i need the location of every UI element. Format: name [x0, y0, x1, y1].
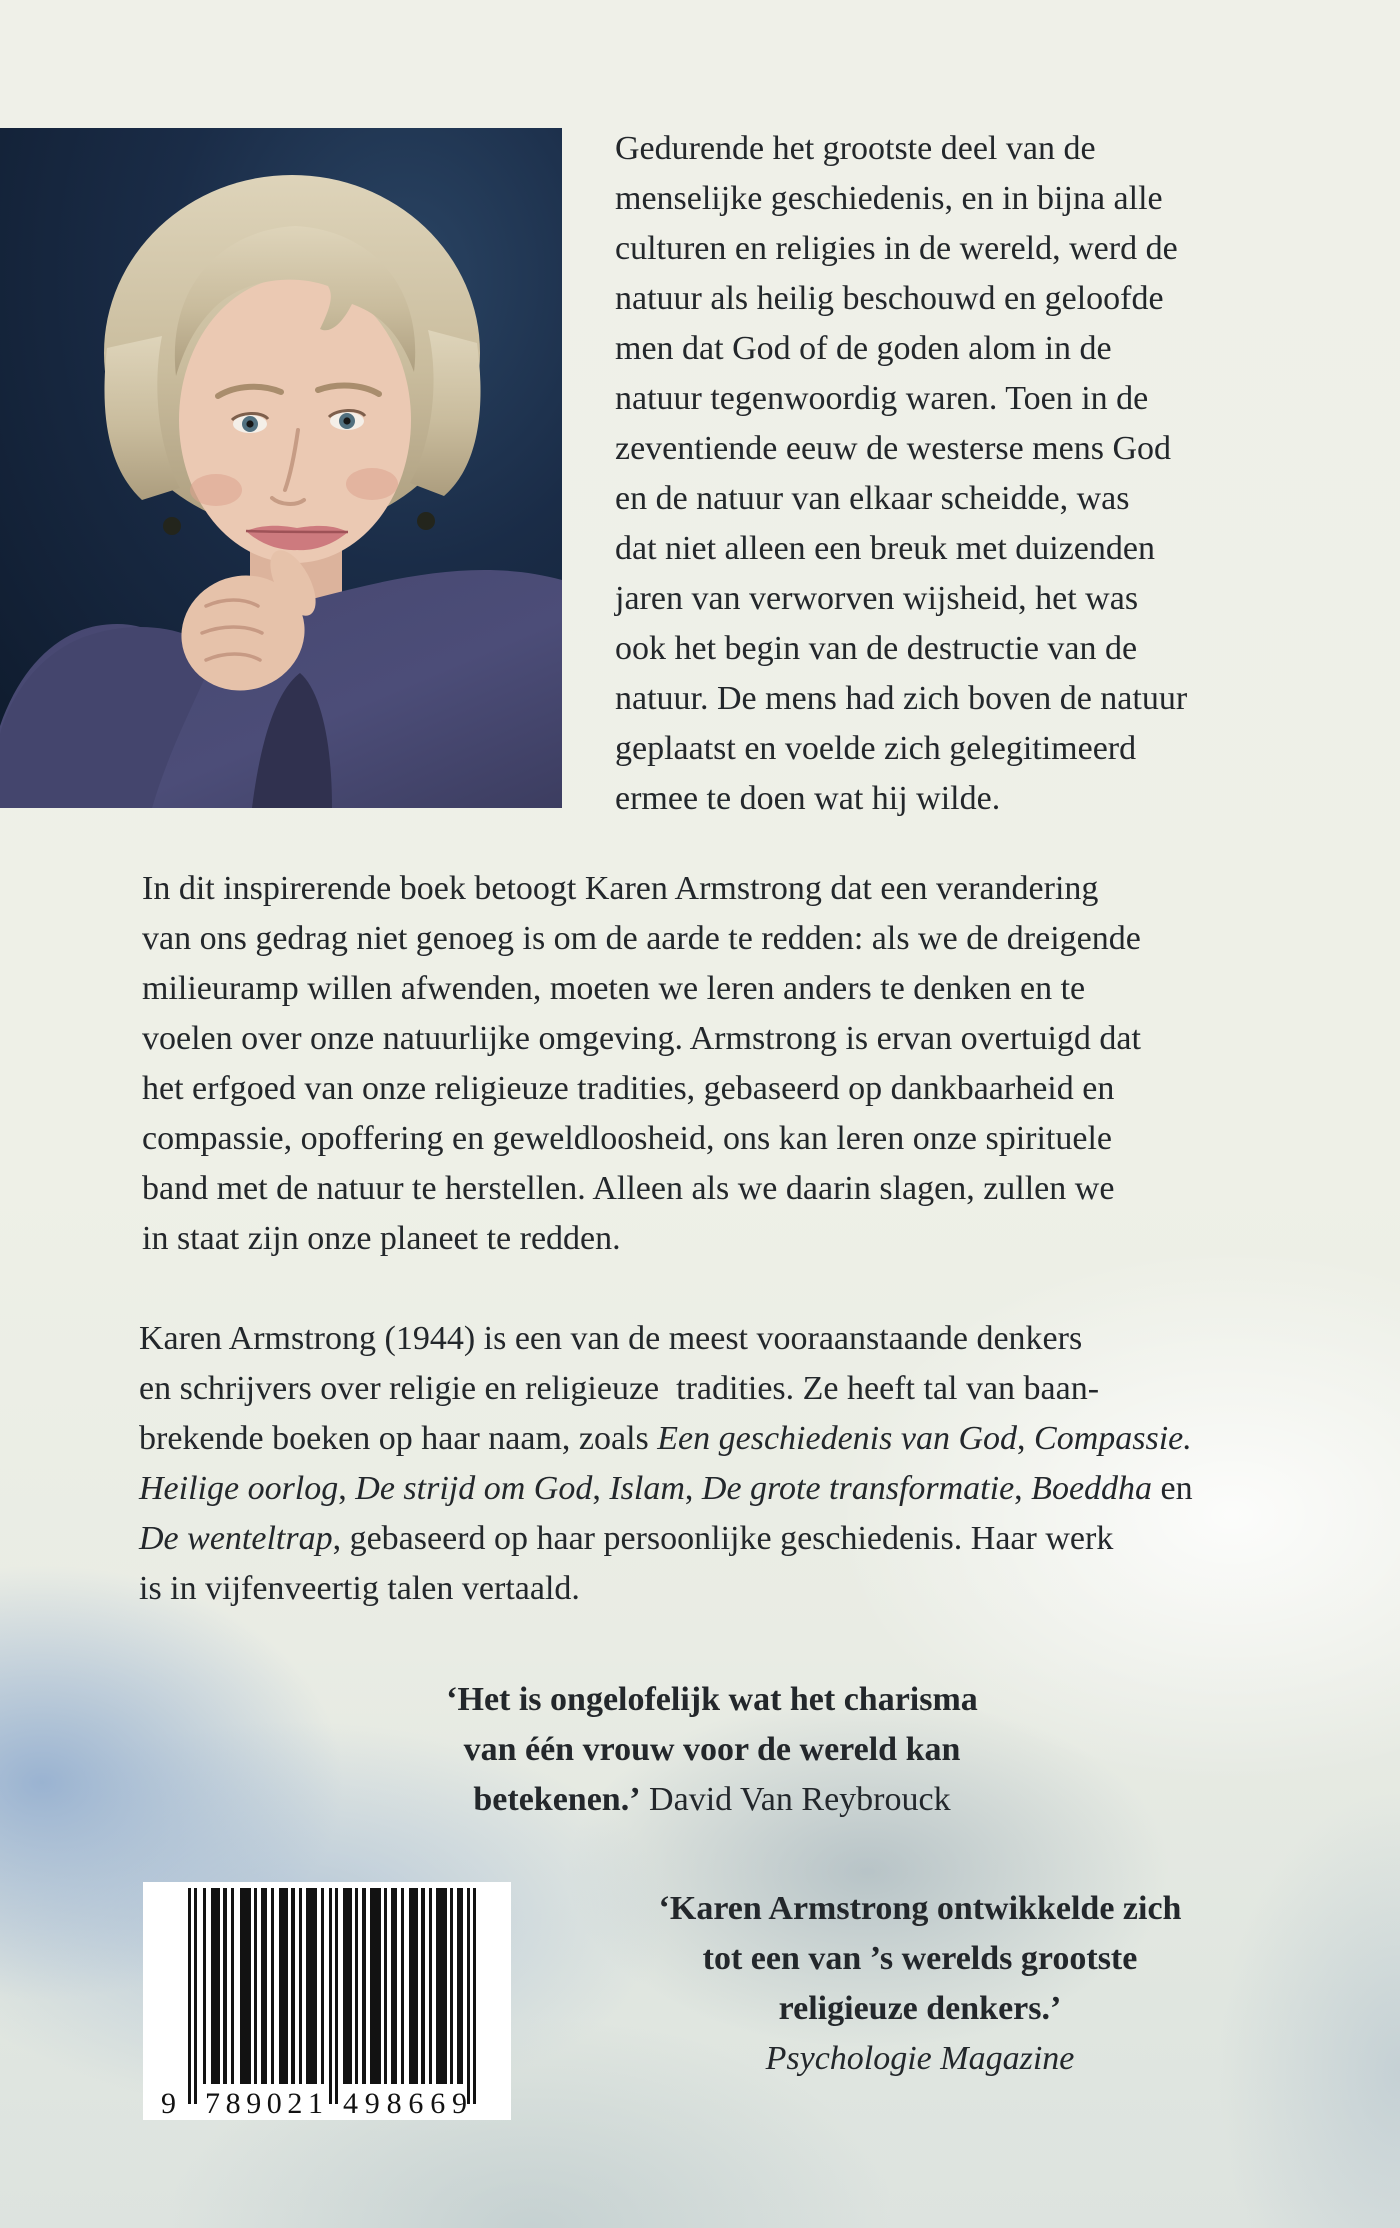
- isbn-digit-left: 9: [161, 2087, 176, 2120]
- book-description-paragraph: [142, 864, 1282, 1264]
- isbn-digits-group-2: 498669: [343, 2087, 467, 2120]
- text-line: brekende boeken op haar naam, zoals Een geschiedenis van God, Compassie.: [139, 1420, 1192, 1457]
- isbn-digits-group-1: 789021: [205, 2087, 323, 2120]
- text-line: dat niet alleen een breuk met duizenden: [615, 530, 1155, 567]
- text-line: Psychologie Magazine: [765, 2040, 1075, 2077]
- author-portrait-illustration: [0, 128, 562, 808]
- text-line: ‘Het is ongelofelijk wat het charisma: [446, 1681, 978, 1718]
- text-line: en schrijvers over religie en religieuze tradities. Ze heeft tal van baan-: [139, 1370, 1100, 1407]
- text-line: geplaatst en voelde zich gelegitimeerd: [615, 730, 1137, 767]
- text-line: van ons gedrag niet genoeg is om de aarde te redden: als we de dreigende: [142, 920, 1141, 957]
- text-line: voelen over onze natuurlijke omgeving. Armstrong is ervan overtuigd dat: [142, 1020, 1141, 1057]
- text-line: Karen Armstrong (1944) is een van de meest vooraanstaande denkers: [139, 1320, 1083, 1357]
- text-line: is in vijfenveertig talen vertaald.: [139, 1570, 580, 1607]
- text-line: betekenen.’ David Van Reybrouck: [473, 1781, 951, 1818]
- text-line: jaren van verworven wijsheid, het was: [615, 580, 1139, 617]
- text-line: religieuze denkers.’: [778, 1990, 1062, 2027]
- text-line: compassie, opoffering en geweldloosheid, ons kan leren onze spirituele: [142, 1120, 1112, 1157]
- text-line: en de natuur van elkaar scheidde, was: [615, 480, 1130, 517]
- text-line: zeventiende eeuw de westerse mens God: [615, 430, 1172, 467]
- text-line: De wenteltrap, gebaseerd op haar persoonlijke geschiedenis. Haar werk: [139, 1520, 1114, 1557]
- text-line: ‘Karen Armstrong ontwikkelde zich: [658, 1890, 1182, 1927]
- author-photo: [0, 128, 562, 808]
- text-line: menselijke geschiedenis, en in bijna alle: [615, 180, 1163, 217]
- text-line: tot een van ’s werelds grootste: [702, 1940, 1138, 1977]
- text-line: ermee te doen wat hij wilde.: [615, 780, 1001, 817]
- text-line: natuur als heilig beschouwd en geloofde: [615, 280, 1164, 317]
- text-line: ook het begin van de destructie van de: [615, 630, 1138, 667]
- text-line: Gedurende het grootste deel van de: [615, 130, 1096, 167]
- quote-david-van-reybrouck: [312, 1675, 1112, 1825]
- text-line: van één vrouw voor de wereld kan: [463, 1731, 961, 1768]
- text-line: natuur. De mens had zich boven de natuur: [615, 680, 1188, 717]
- text-line: in staat zijn onze planeet te redden.: [142, 1220, 621, 1257]
- isbn-barcode: [143, 1882, 511, 2120]
- text-line: men dat God of de goden alom in de: [615, 330, 1112, 367]
- text-line: natuur tegenwoordig waren. Toen in de: [615, 380, 1149, 417]
- text-line: het erfgoed van onze religieuze tradities, gebaseerd op dankbaarheid en: [142, 1070, 1115, 1107]
- text-line: milieuramp willen afwenden, moeten we leren anders te denken en te: [142, 970, 1086, 1007]
- text-line: In dit inspirerende boek betoogt Karen Armstrong dat een verandering: [142, 870, 1099, 907]
- author-bio-paragraph: [139, 1314, 1289, 1614]
- text-line: culturen en religies in de wereld, werd de: [615, 230, 1178, 267]
- quote-psychologie-magazine: [570, 1884, 1270, 2084]
- text-line: band met de natuur te herstellen. Alleen als we daarin slagen, zullen we: [142, 1170, 1115, 1207]
- barcode-graphic: [143, 1882, 511, 2120]
- intro-paragraph: [615, 124, 1295, 824]
- text-line: Heilige oorlog, De strijd om God, Islam, De grote transformatie, Boeddha en: [139, 1470, 1193, 1507]
